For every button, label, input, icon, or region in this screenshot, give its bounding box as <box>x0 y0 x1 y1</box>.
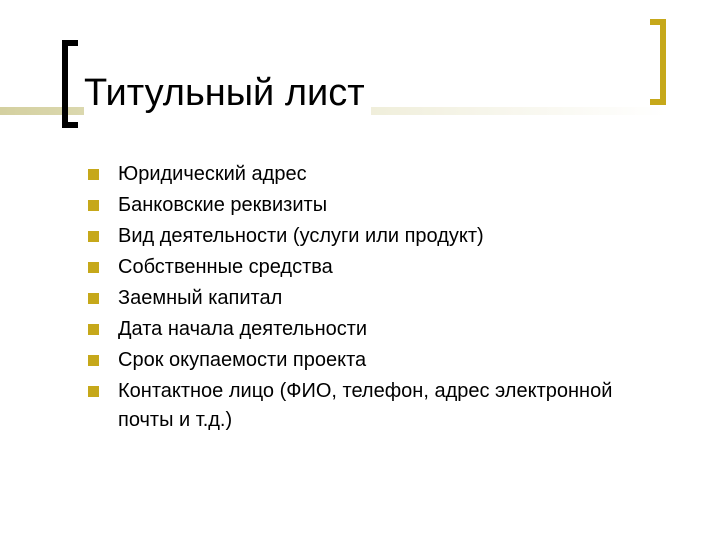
square-bullet-icon <box>88 293 99 304</box>
bullet-item <box>88 346 648 375</box>
bullet-text: Банковские реквизиты <box>118 194 328 216</box>
square-bullet-icon <box>88 262 99 273</box>
bullet-text: Юридический адрес <box>118 163 307 185</box>
bullet-text: Дата начала деятельности <box>118 318 368 340</box>
bullet-text: Контактное лицо (ФИО, телефон, адрес электронной почты и т.д.) <box>118 380 613 431</box>
bullet-list <box>88 160 648 437</box>
square-bullet-icon <box>88 200 99 211</box>
bullet-item <box>88 284 648 313</box>
bullet-item <box>88 191 648 220</box>
slide-title: Титульный лист <box>84 70 371 116</box>
square-bullet-icon <box>88 324 99 335</box>
bullet-item <box>88 160 648 189</box>
right-bracket-decoration <box>650 19 666 105</box>
square-bullet-icon <box>88 231 99 242</box>
bullet-item <box>88 222 648 251</box>
left-bracket-decoration <box>62 40 78 128</box>
bullet-item <box>88 315 648 344</box>
bullet-text: Заемный капитал <box>118 287 283 309</box>
bullet-text: Срок окупаемости проекта <box>118 349 367 371</box>
bullet-item <box>88 253 648 282</box>
square-bullet-icon <box>88 386 99 397</box>
bullet-text: Вид деятельности (услуги или продукт) <box>118 225 484 247</box>
square-bullet-icon <box>88 169 99 180</box>
bullet-item <box>88 377 648 435</box>
square-bullet-icon <box>88 355 99 366</box>
bullet-text: Собственные средства <box>118 256 333 278</box>
